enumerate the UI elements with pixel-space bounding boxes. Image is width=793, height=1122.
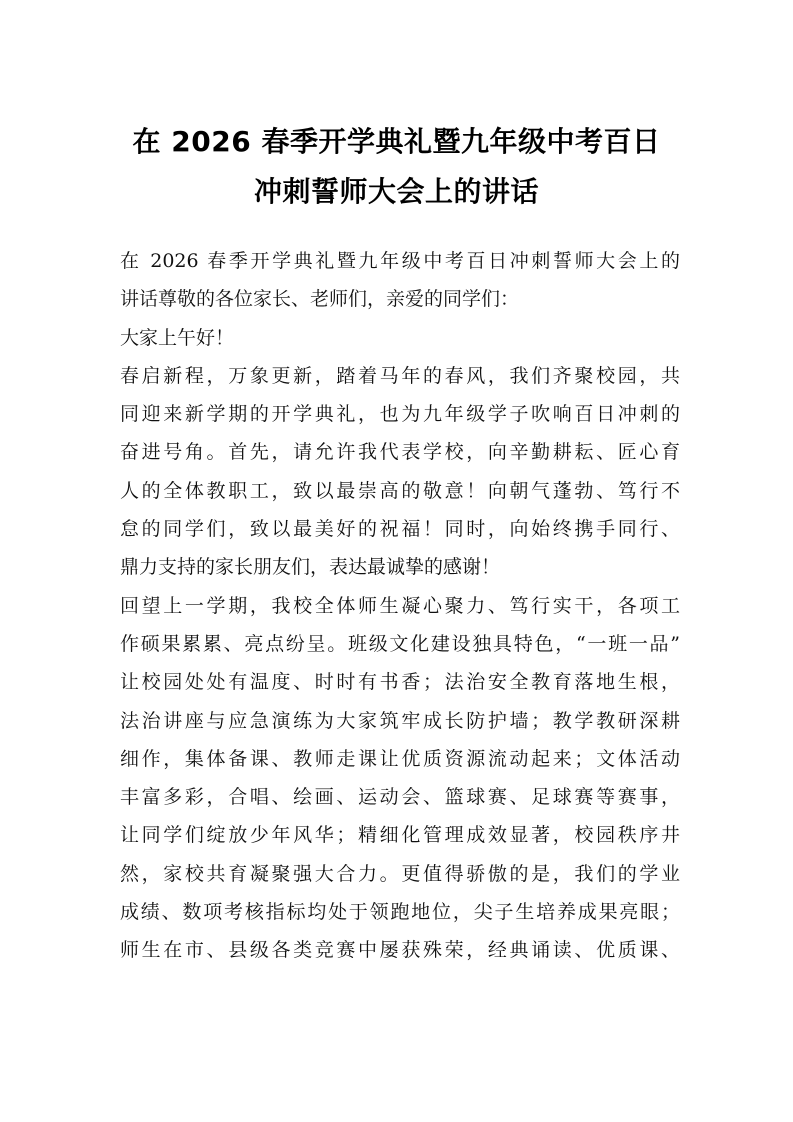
body-line: 法治讲座与应急演练为大家筑牢成长防护墙；教学教研深耕 bbox=[120, 709, 680, 732]
body-line: 让同学们绽放少年风华；精细化管理成效显著，校园秩序井 bbox=[120, 824, 680, 847]
body-line: 同迎来新学期的开学典礼，也为九年级学子吹响百日冲刺的 bbox=[120, 403, 680, 426]
body-line: 细作，集体备课、教师走课让优质资源流动起来；文体活动 bbox=[120, 747, 680, 770]
body-line: 春启新程，万象更新，踏着马年的春风，我们齐聚校园，共 bbox=[120, 364, 680, 387]
body-line: 让校园处处有温度、时时有书香；法治安全教育落地生根， bbox=[120, 671, 680, 694]
body-line: 在 2026 春季开学典礼暨九年级中考百日冲刺誓师大会上的 bbox=[120, 250, 680, 272]
document-title-line-2: 冲刺誓师大会上的讲话 bbox=[253, 175, 539, 208]
body-line: 师生在市、县级各类竞赛中屡获殊荣，经典诵读、优质课、 bbox=[120, 939, 680, 962]
body-line: 成绩、数项考核指标均处于领跑地位，尖子生培养成果亮眼； bbox=[120, 901, 680, 924]
body-line: 作硕果累累、亮点纷呈。班级文化建设独具特色，“一班一品” bbox=[120, 632, 680, 655]
document-body bbox=[120, 244, 680, 972]
body-line: 大家上午好！ bbox=[120, 326, 235, 349]
body-line: 回望上一学期，我校全体师生凝心聚力、笃行实干，各项工 bbox=[120, 594, 680, 617]
body-line: 丰富多彩，合唱、绘画、运动会、篮球赛、足球赛等赛事， bbox=[120, 786, 680, 809]
body-line: 人的全体教职工，致以最崇高的敬意！向朝气蓬勃、笃行不 bbox=[120, 479, 680, 502]
body-line: 怠的同学们，致以最美好的祝福！同时，向始终携手同行、 bbox=[120, 518, 680, 541]
document-title-line-1: 在 2026 春季开学典礼暨九年级中考百日 bbox=[132, 125, 661, 158]
body-line: 奋进号角。首先，请允许我代表学校，向辛勤耕耘、匠心育 bbox=[120, 441, 680, 464]
body-line: 讲话尊敬的各位家长、老师们，亲爱的同学们： bbox=[120, 288, 520, 311]
body-line: 鼎力支持的家长朋友们，表达最诚挚的感谢！ bbox=[120, 556, 501, 579]
body-line: 然，家校共育凝聚强大合力。更值得骄傲的是，我们的学业 bbox=[120, 862, 680, 885]
